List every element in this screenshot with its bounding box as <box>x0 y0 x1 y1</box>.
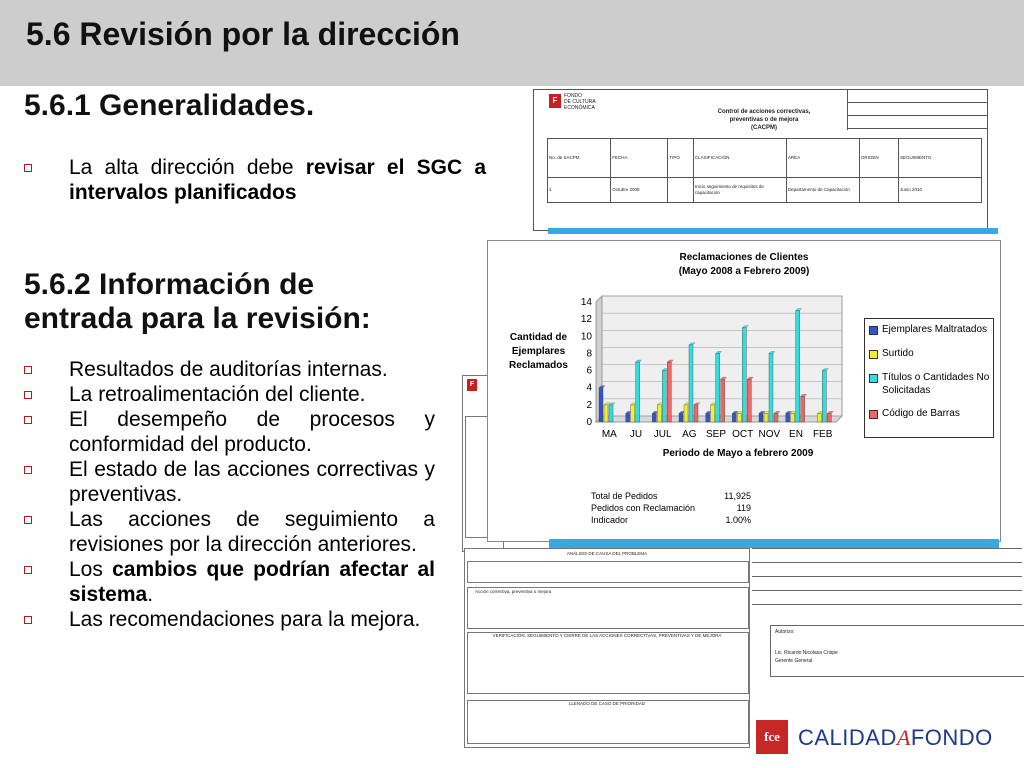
legend-item <box>869 371 990 397</box>
x-tick-label: EN <box>789 429 803 440</box>
bullet-item <box>24 382 435 407</box>
x-tick-label: JU <box>629 429 643 440</box>
chart-bar <box>706 413 710 422</box>
table-cell <box>859 178 898 203</box>
legend-swatch <box>869 350 878 359</box>
x-tick-label: FEB <box>812 429 833 440</box>
chart-bar <box>796 311 800 422</box>
table-cell: Junio 2010 <box>899 178 982 203</box>
blue-strip-top <box>548 228 998 234</box>
summary-label: Indicador <box>591 515 629 525</box>
table-row <box>548 178 982 203</box>
y-tick-label: 4 <box>586 382 592 394</box>
chart-bar <box>786 413 790 422</box>
chart-bar <box>662 371 666 422</box>
bullet-emphasis: revisar el SGC a intervalos planificados <box>69 156 487 204</box>
orders-summary <box>591 490 751 526</box>
title-bar <box>0 0 1024 86</box>
brand-mid: A <box>896 725 911 750</box>
legend-swatch <box>869 326 878 335</box>
chart-bar <box>732 413 736 422</box>
chart-bar <box>742 328 746 422</box>
brand-left: CALIDAD <box>798 725 897 750</box>
chart-title: Reclamaciones de Clientes <box>679 252 809 263</box>
bullet-item <box>24 155 486 205</box>
fce-logo-mark: F <box>549 94 561 108</box>
summary-row <box>591 502 751 514</box>
summary-row <box>591 490 751 502</box>
bullet-text: Los <box>69 558 113 581</box>
summary-label: Pedidos con Reclamación <box>591 503 696 513</box>
table-cell: 1 <box>548 178 611 203</box>
table-header-cell: TIPO <box>668 139 693 178</box>
chart-bar <box>652 413 656 422</box>
chart-bar <box>599 388 603 422</box>
bullet-item <box>24 607 435 632</box>
chart-bar <box>764 413 768 422</box>
bullet-text: El estado de las acciones correctivas y preventivas. <box>69 458 435 506</box>
bullet-text: Las recomendaciones para la mejora. <box>69 608 421 631</box>
y-tick-label: 12 <box>580 314 592 326</box>
fce-logo <box>549 94 561 108</box>
bullet-text: Resultados de auditorías internas. <box>69 358 388 381</box>
table-cell: Departamento de Capacitación <box>786 178 859 203</box>
summary-value: 11,925 <box>724 491 751 501</box>
table-header-cell: ORIGEN <box>859 139 898 178</box>
bullet-emphasis: cambios que podrían afectar al sistema <box>69 558 435 606</box>
chart-bar <box>822 371 826 422</box>
bullet-square-icon <box>24 416 32 424</box>
claims-chart-panel <box>487 240 1001 542</box>
bullet-square-icon <box>24 164 32 172</box>
summary-label: Total de Pedidos <box>591 491 658 501</box>
table-cell <box>668 178 693 203</box>
doc-title-line3: (CACPM) <box>751 125 777 131</box>
chart-legend <box>864 318 994 438</box>
bullet-square-icon <box>24 616 32 624</box>
section2-heading <box>24 268 371 336</box>
table-header-cell: FECHA <box>611 139 668 178</box>
legend-item <box>869 407 990 420</box>
chart-bar <box>626 413 630 422</box>
y-tick-label: 14 <box>580 297 592 308</box>
y-tick-label: 6 <box>586 365 592 377</box>
chart-bar <box>827 413 831 422</box>
doc-title-line2: preventivas o de mejora <box>729 117 799 123</box>
chart-bar <box>774 413 778 422</box>
section2-heading-line1: 5.6.2 Información de <box>24 268 315 301</box>
legend-label: Ejemplares Maltratados <box>882 324 988 335</box>
cacpm-table <box>547 138 982 203</box>
bullet-square-icon <box>24 366 32 374</box>
x-tick-label: OCT <box>732 429 754 440</box>
bullet-square-icon <box>24 466 32 474</box>
bullet-text: El desempeño de procesos y conformidad del producto. <box>69 408 435 456</box>
signer-title: Gerente General <box>775 658 813 664</box>
analysis-form-label-c: VERIFICACIÓN, SEGUIMIENTO Y CIERRE DE LAS ACCIONES CORRECTIVAS, PREVENTIVAS Y DE MEJORA <box>492 633 722 638</box>
chart-bar <box>604 405 608 422</box>
bullet-text: La retroalimentación del cliente. <box>69 383 366 406</box>
bullet-item <box>24 507 435 557</box>
chart-y-axis-label: Cantidad de Ejemplares Reclamados <box>509 332 568 371</box>
x-tick-label: AG <box>682 429 697 440</box>
bullet-item <box>24 357 435 382</box>
summary-value: 1.00% <box>725 515 751 525</box>
org-line3: ECONÓMICA <box>564 105 595 111</box>
summary-row <box>591 514 751 526</box>
chart-bar <box>721 379 725 422</box>
legend-label: Código de Barras <box>882 408 960 419</box>
bullet-square-icon <box>24 391 32 399</box>
analysis-form-label-b: Acción correctiva, preventiva o mejora <box>475 589 552 594</box>
page-title: 5.6 Revisión por la dirección <box>26 16 460 52</box>
x-tick-label: MA <box>601 429 617 440</box>
calidad-a-fondo-logo <box>756 720 1012 756</box>
chart-bar <box>657 405 661 422</box>
x-tick-label: SEP <box>705 429 727 440</box>
bullet-square-icon <box>24 516 32 524</box>
bullet-square-icon <box>24 566 32 574</box>
authorization-form-thumbnail <box>752 548 1024 720</box>
y-tick-label: 10 <box>580 331 592 343</box>
chart-bar <box>689 345 693 422</box>
y-tick-label: 8 <box>586 348 592 360</box>
chart-bar <box>759 413 763 422</box>
chart-bar <box>694 405 698 422</box>
brand-wordmark <box>798 725 993 751</box>
chart-bar <box>747 379 751 422</box>
chart-bar <box>679 413 683 422</box>
table-header-row <box>548 139 982 178</box>
summary-value: 119 <box>736 503 751 513</box>
bullet-text: La alta dirección debe <box>69 156 306 179</box>
chart-bar <box>631 405 635 422</box>
section2-bullet-list <box>24 357 435 632</box>
table-header-cell: ÁREA <box>786 139 859 178</box>
legend-swatch <box>869 410 878 419</box>
brand-right: FONDO <box>910 725 993 750</box>
chart-bar <box>801 396 805 422</box>
x-tick-label: NOV <box>758 429 781 440</box>
autorizo-label: Autorizo: <box>775 629 795 635</box>
chart-x-axis-label: Periodo de Mayo a febrero 2009 <box>662 448 814 459</box>
chart-subtitle: (Mayo 2008 a Febrero 2009) <box>678 266 810 277</box>
org-line1: FONDO <box>564 93 583 99</box>
fce-logo-small <box>467 379 477 391</box>
legend-label: Surtido <box>882 348 914 359</box>
chart-bar <box>609 405 613 422</box>
chart-bar <box>769 353 773 422</box>
y-tick-label: 0 <box>586 417 592 428</box>
org-line2: DE CULTURA <box>564 99 596 105</box>
legend-item <box>869 323 990 336</box>
analysis-form-thumbnail <box>464 548 750 748</box>
chart-bar <box>636 362 640 422</box>
section1-bullet-list <box>24 155 486 205</box>
y-tick-label: 2 <box>586 399 592 411</box>
chart-bar <box>817 413 821 422</box>
bullet-text: Las acciones de seguimiento a revisiones por la dirección anteriores. <box>69 508 435 556</box>
chart-bar <box>711 405 715 422</box>
legend-label: Títulos o Cantidades No Solicitadas <box>882 372 990 396</box>
table-header-cell: CLASIFICACIÓN <box>693 139 786 178</box>
fce-logo-mark: F <box>467 379 477 391</box>
analysis-form-label-a: ANÁLISIS DE CAUSA DEL PROBLEMA <box>566 551 648 556</box>
analysis-form-label-d: LLENADO DE CASO DE PRIORIDAD <box>568 701 646 706</box>
section1-heading: 5.6.1 Generalidades. <box>24 89 315 122</box>
signer-name: Lic. Ricardo Nicolasa Crispe <box>775 650 838 656</box>
bullet-item <box>24 557 435 607</box>
fce-brand-mark: fce <box>756 720 788 754</box>
table-cell: Inicio seguimiento de requisitos de capacitación <box>693 178 786 203</box>
chart-bar <box>737 413 741 422</box>
legend-item <box>869 347 990 360</box>
chart-bar <box>684 405 688 422</box>
cacpm-document-thumbnail <box>533 89 988 231</box>
table-header-cell: No. de SACPM <box>548 139 611 178</box>
x-tick-label: JUL <box>653 429 672 440</box>
table-header-cell: SEGUIMIENTO <box>899 139 982 178</box>
chart-bar <box>791 413 795 422</box>
chart-bar <box>667 362 671 422</box>
legend-swatch <box>869 374 878 383</box>
blue-strip-bottom <box>549 539 999 548</box>
bullet-item <box>24 457 435 507</box>
section2-heading-line2: entrada para la revisión: <box>24 302 371 335</box>
doc-title-line1: Control de acciones correctivas, <box>717 109 811 115</box>
bullet-item <box>24 407 435 457</box>
chart-bar <box>716 353 720 422</box>
table-cell: Octubre 2008 <box>611 178 668 203</box>
bullet-text-suffix: . <box>147 583 154 606</box>
